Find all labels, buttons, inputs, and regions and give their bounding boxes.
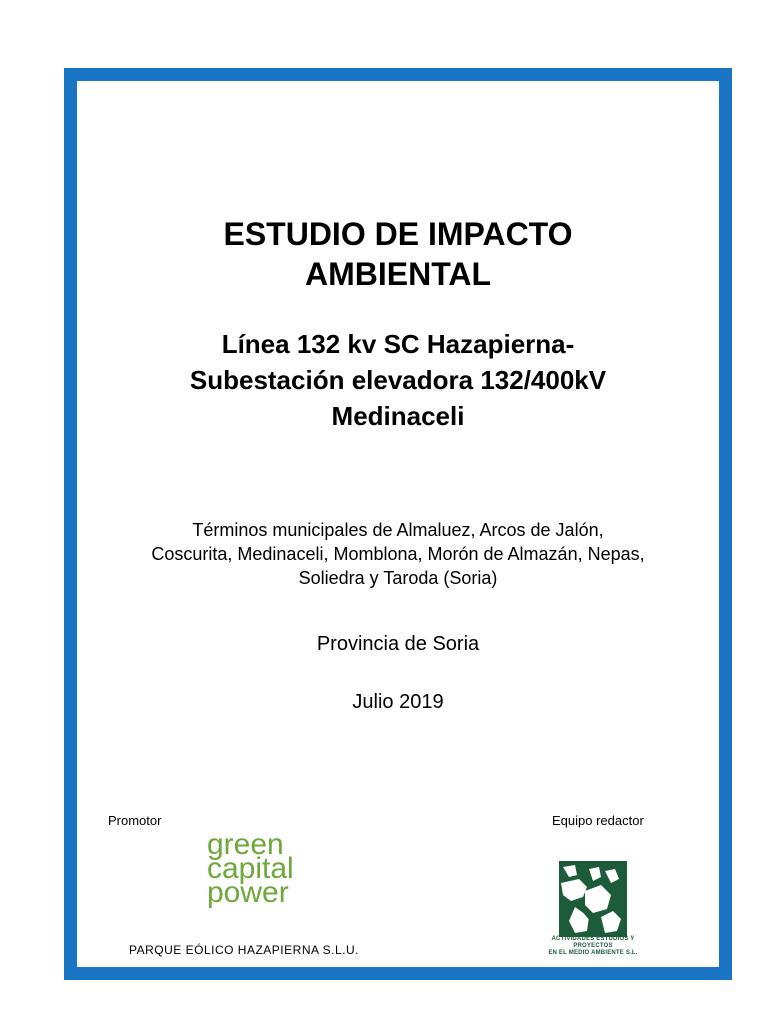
aep-logo-caption	[535, 936, 651, 957]
document-subtitle	[77, 326, 719, 434]
municipalities-text	[77, 518, 719, 590]
logo-word-power: power	[207, 876, 289, 909]
aep-caption-line-2: EN EL MEDIO AMBIENTE S.L.	[548, 950, 638, 956]
subtitle-line-1: Línea 132 kv SC Hazapierna-	[221, 329, 575, 359]
green-capital-power-logo	[207, 828, 294, 909]
promotor-label: Promotor	[108, 813, 162, 828]
promotor-company: PARQUE EÓLICO HAZAPIERNA S.L.U.	[129, 943, 359, 957]
municipalities-line-1: Términos municipales de Almaluez, Arcos de Jalón,	[192, 520, 604, 540]
aep-caption-line-1: ACTIVIDADES ESTUDIOS Y PROYECTOS	[551, 936, 635, 949]
equipo-label: Equipo redactor	[552, 813, 644, 828]
municipalities-line-2: Coscurita, Medinaceli, Momblona, Morón de Almazán, Nepas,	[151, 544, 645, 564]
document-title	[77, 214, 719, 294]
province-text: Provincia de Soria	[316, 633, 480, 655]
logo-word-green: green	[207, 828, 284, 861]
cover-frame	[64, 68, 732, 980]
logo-word-capital: capital	[207, 852, 294, 885]
subtitle-line-3: Medinaceli	[331, 401, 465, 431]
municipalities-line-3: Soliedra y Taroda (Soria)	[298, 568, 498, 588]
title-line-2: AMBIENTAL	[304, 256, 492, 292]
subtitle-line-2: Subestación elevadora 132/400kV	[189, 365, 607, 395]
date-text: Julio 2019	[352, 691, 444, 713]
title-line-1: ESTUDIO DE IMPACTO	[223, 216, 573, 252]
